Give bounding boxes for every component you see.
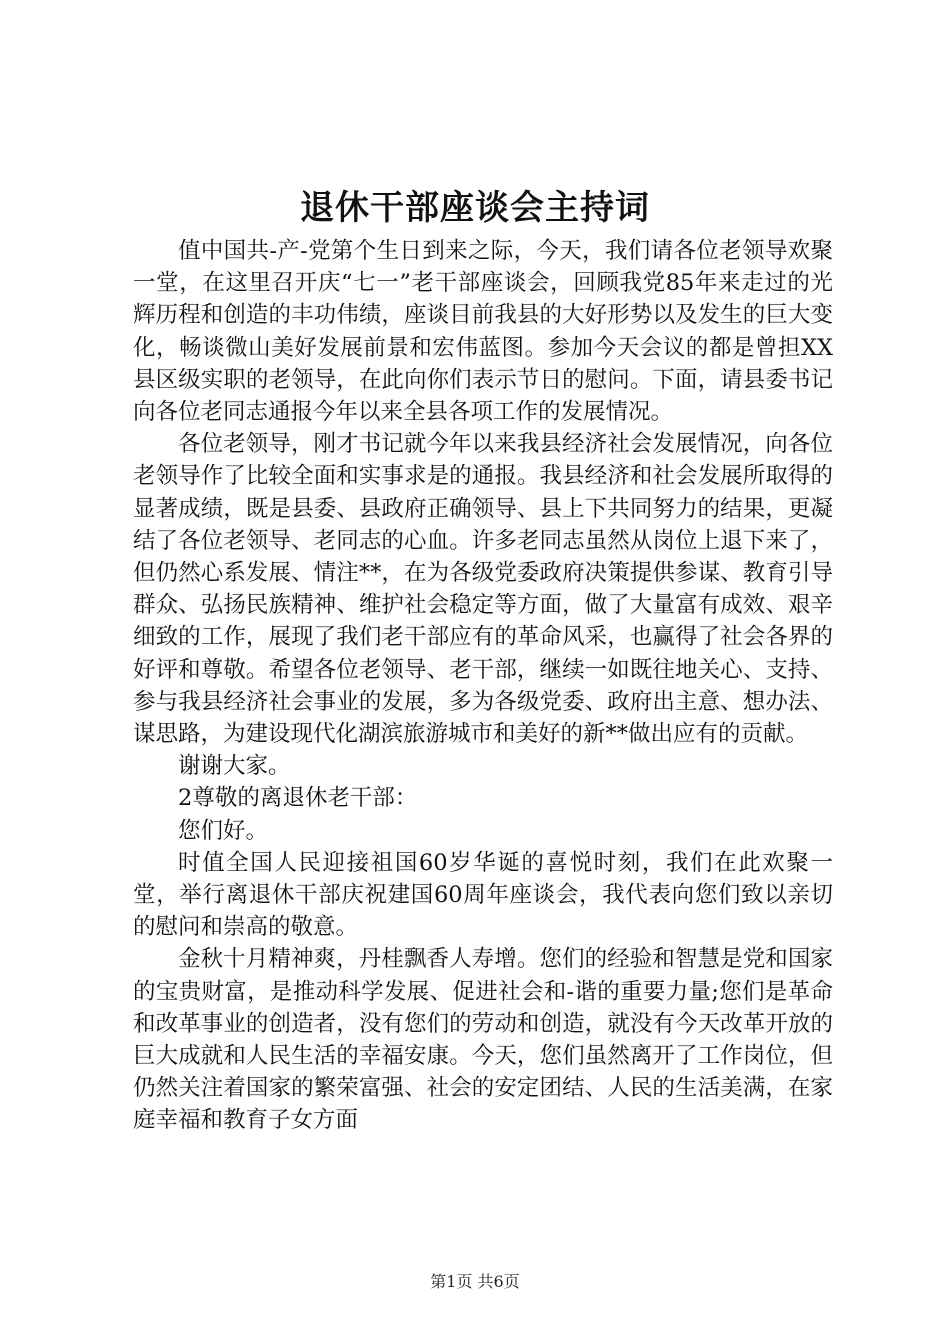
paragraph-tribute: 金秋十月精神爽，丹桂飘香人寿增。您们的经验和智慧是党和国家的宝贵财富，是推动科学发展、促进社会和-谐的重要力量;您们是革命和改革事业的创造者，没有您们的劳动和创造，就没有今天改革开放的巨大成就和人民生活的幸福安康。今天，您们虽然离开了工作岗位，但仍然关注着国家的繁荣富强、社会的安定团结、人民的生活美满，在家庭幸福和教育子女方面: [133, 946, 833, 1134]
paragraph-opening: 值中国共-产-党第个生日到来之际，今天，我们请各位老领导欢聚一堂，在这里召开庆“七一”老干部座谈会，回顾我党85年来走过的光辉历程和创造的丰功伟绩，座谈目前我县的大好形势以及发生的巨大变化，畅谈微山美好发展前景和宏伟蓝图。参加今天会议的都是曾担XX县区级实职的老领导，在此向你们表示节日的慰问。下面，请县委书记向各位老同志通报今年以来全县各项工作的发展情况。: [133, 238, 833, 426]
paragraph-report-summary: 各位老领导，刚才书记就今年以来我县经济社会发展情况，向各位老领导作了比较全面和实事求是的通报。我县经济和社会发展所取得的显著成绩，既是县委、县政府正确领导、县上下共同努力的结果，更凝结了各位老领导、老同志的心血。许多老同志虽然从岗位上退下来了，但仍然心系发展、情注**，在为各级党委政府决策提供参谋、教育引导群众、弘扬民族精神、维护社会稳定等方面，做了大量富有成效、艰辛细致的工作，展现了我们老干部应有的革命风采，也赢得了社会各界的好评和尊敬。希望各位老领导、老干部，继续一如既往地关心、支持、参与我县经济社会事业的发展，多为各级党委、政府出主意、想办法、谋思路，为建设现代化湖滨旅游城市和美好的新**做出应有的贡献。: [133, 431, 833, 748]
paragraph-greeting: 您们好。: [178, 817, 269, 844]
paragraph-thanks: 谢谢大家。: [178, 753, 291, 780]
document-title: 退休干部座谈会主持词: [300, 188, 650, 228]
page-number-footer: 第1页 共6页: [430, 1272, 520, 1291]
document-body: [133, 235, 833, 1137]
paragraph-salutation: 2尊敬的离退休老干部：: [178, 785, 418, 812]
paragraph-anniversary: 时值全国人民迎接祖国60岁华诞的喜悦时刻，我们在此欢聚一堂，举行离退休干部庆祝建国60周年座谈会，我代表向您们致以亲切的慰问和崇高的敬意。: [133, 849, 833, 941]
